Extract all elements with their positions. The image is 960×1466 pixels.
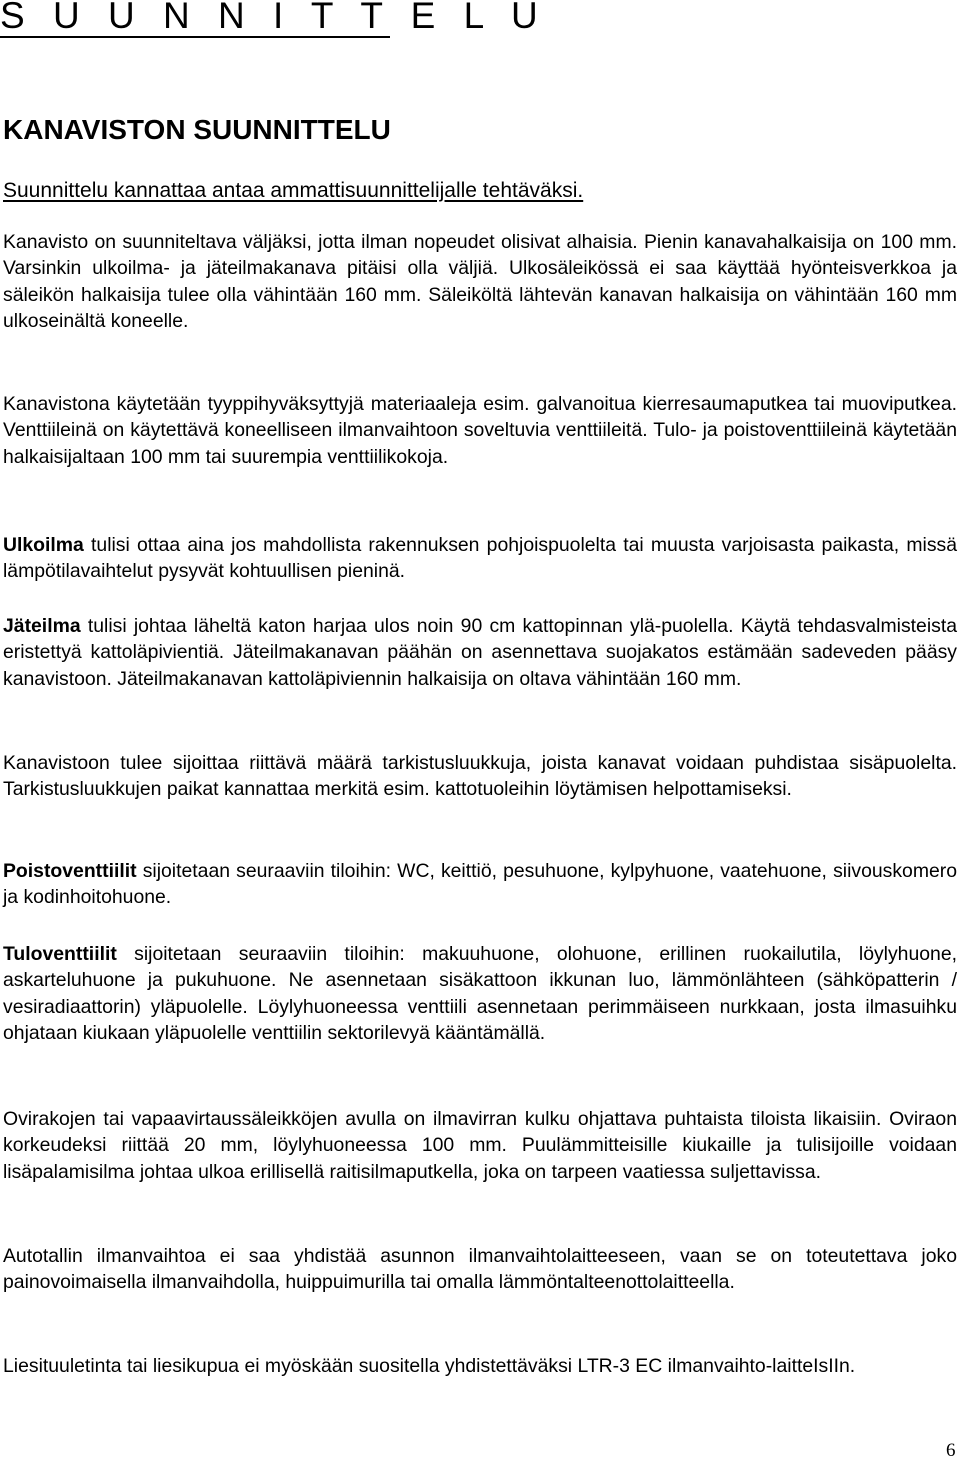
section-title: KANAVISTON SUUNNITTELU [3,114,391,145]
paragraph-poistoventtiilit [3,858,957,911]
paragraph-ulkoilma [3,532,957,585]
paragraph-text: sijoitetaan seuraaviin tiloihin: makuuhuone, olohuone, erillinen ruokailutila, löylyhuone, askarteluhuone ja pukuhuone. Ne asennetaan sisäkattoon ikkunan luo, lämmönlähteen (sähköpatterin / vesiradiaattorin) yläpuolelle. Löylyhuoneessa venttiili asennetaan perimmäiseen nurkkaan, josta ilmasuihku ohjataan kiukaan yläpuolelle venttiilin sektorilevyä kääntämällä. [3,943,957,1045]
paragraph-text: Kanavistona käytetään tyyppihyväksyttyjä materiaaleja esim. galvanoitua kierresaumaputkea tai muoviputkea. Venttiileinä on käytettävä koneelliseen ilmanvaihtoon soveltuvia venttiileitä. Tulo- ja poistoventtiileinä käytetään halkaisijaltaan 100 mm tai suurempia venttiilikokoja. [3,393,957,468]
paragraph-text: Ovirakojen tai vapaavirtaussäleikköjen avulla on ilmavirran kulku ohjattava puhtaista tiloista likaisiin. Oviraon korkeudeksi riittää 20 mm, löylyhuoneessa 100 mm. Puulämmitteisille kiukaille ja tulisijoille voidaan lisäpalamisilma johtaa ulkoa erillisellä raitisilmaputkella, joka on tarpeen vaatiessa suljettavissa. [3,1108,957,1183]
paragraph-tuloventtiilit [3,941,957,1047]
paragraph-autotalli [3,1243,957,1296]
paragraph-tarkistusluukut [3,750,957,803]
paragraph-lead: Poistoventtiilit [3,860,137,882]
paragraph-liesituuletin [3,1353,957,1379]
chapter-banner: S U U N N I T T E L U [0,0,547,36]
paragraph-lead: Jäteilma [3,615,81,637]
page-number: 6 [946,1440,956,1461]
paragraph-text: Autotallin ilmanvaihtoa ei saa yhdistää asunnon ilmanvaihtolaitteeseen, vaan se on toteutettava joko painovoimaisella ilmanvaihdolla, huippuimurilla tai omalla lämmöntalteenottolaitteella. [3,1245,957,1294]
paragraph-text: Kanavisto on suunniteltava väljäksi, jotta ilman nopeudet olisivat alhaisia. Pienin kanavahalkaisija on 100 mm. Varsinkin ulkoilma- ja jäteilmakanava pitäisi olla väljiä. Ulkosäleikössä ei saa käyttää hyönteisverkkoa ja säleikön halkaisija tulee olla vähintään 160 mm. Säleiköltä lähtevän kanavan halkaisija on vähintään 160 mm ulkoseinältä koneelle. [3,231,957,333]
paragraph-lead: Ulkoilma [3,534,84,556]
banner-underline [0,36,390,38]
paragraph-text: tulisi ottaa aina jos mahdollista rakennuksen pohjoispuolelta tai muusta varjoisasta paikasta, missä lämpötilavaihtelut pysyvät kohtuullisen pieninä. [3,534,957,583]
paragraph-lead: Tuloventtiilit [3,943,117,965]
paragraph-ovirakot [3,1106,957,1185]
paragraph-kanavisto [3,229,957,335]
paragraph-text: tulisi johtaa läheltä katon harjaa ulos noin 90 cm kattopinnan ylä-puolella. Käytä tehdasvalmisteista eristettyä kattoläpivientiä. Jäteilmakanavan päähän on asennettava suojakatos estämään sadeveden pääsy kanavistoon. Jäteilmakanavan kattoläpiviennin halkaisija on oltava vähintään 160 mm. [3,615,957,690]
intro-sentence: Suunnittelu kannattaa antaa ammattisuunnittelijalle tehtäväksi. [3,179,584,202]
paragraph-materiaalit [3,391,957,470]
paragraph-text: Liesituuletinta tai liesikupua ei myöskään suositella yhdistettäväksi LTR-3 EC ilmanvaihto-laitteIsIIn. [3,1355,856,1377]
paragraph-text: Kanavistoon tulee sijoittaa riittävä määrä tarkistusluukkuja, joista kanavat voidaan puhdistaa sisäpuolelta. Tarkistusluukkujen paikat kannattaa merkitä esim. kattotuoleihin löytämisen helpottamiseksi. [3,752,957,801]
paragraph-text: sijoitetaan seuraaviin tiloihin: WC, keittiö, pesuhuone, kylpyhuone, vaatehuone, siivouskomero ja kodinhoitohuone. [3,860,957,909]
paragraph-jateilma [3,613,957,692]
